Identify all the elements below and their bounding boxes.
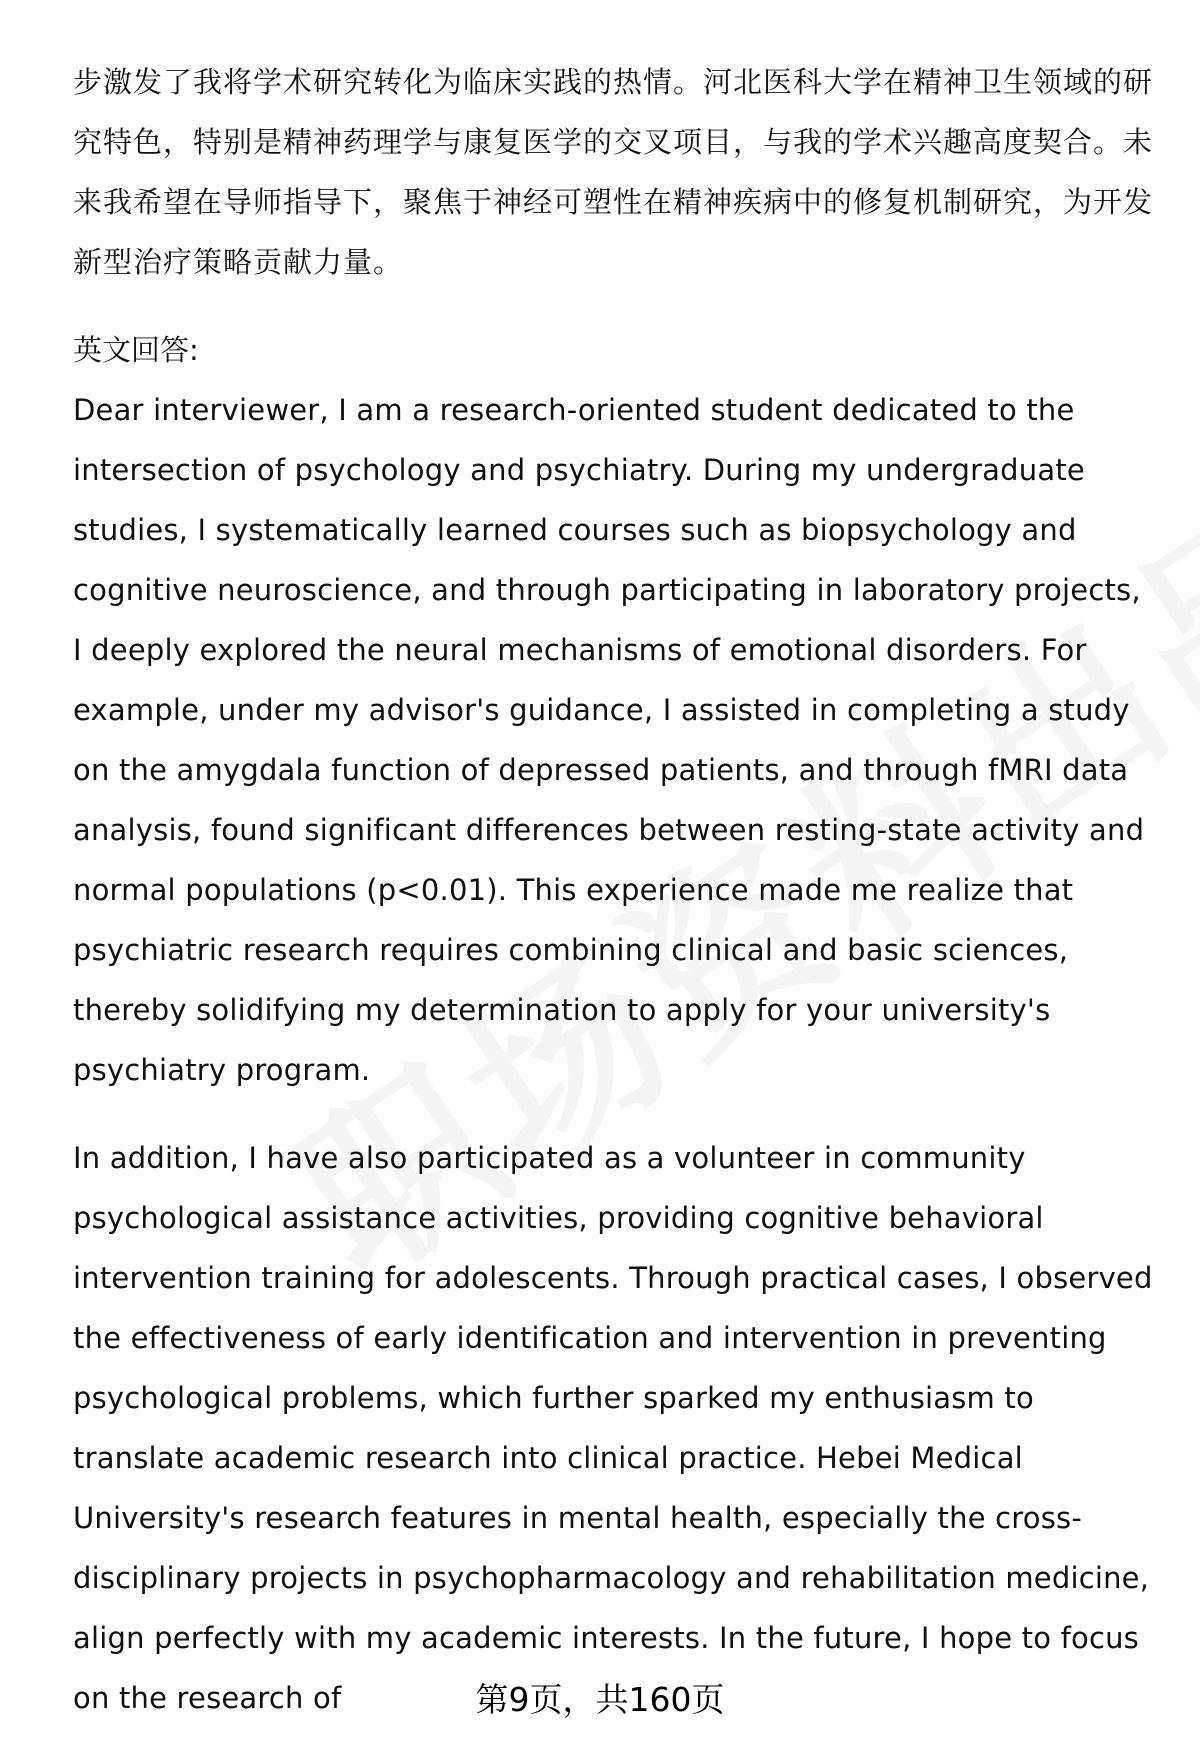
page-indicator: 第9页，共160页	[475, 1680, 725, 1719]
english-paragraph-2: In addition, I have also participated as a volunteer in community psychological assistance activities, providing cognitive behavioral intervention training for adolescents. Through practical cases, I observed the effectiveness of early identification and intervention in preventing psychological problems, which further sparked my enthusiasm to translate academic research into clinical practice. Hebei Medical University's research features in mental health, especially the cross-disciplinary projects in psychopharmacology and rehabilitation medicine, align perfectly with my academic interests. In the future, I hope to focus on the research of	[73, 1141, 1153, 1715]
english-answer-label: 英文回答:	[73, 333, 199, 367]
english-paragraph-1: Dear interviewer, I am a research-oriented student dedicated to the intersection of psychology and psychiatry. During my undergraduate studies, I systematically learned courses such as biopsychology and cognitive neuroscience, and through participating in laboratory projects, I deeply explored the neural mechanisms of emotional disorders. For example, under my advisor's guidance, I assisted in completing a study on the amygdala function of depressed patients, and through fMRI data analysis, found significant differences between resting-state activity and normal populations (p<0.01). This experience made me realize that psychiatric research requires combining clinical and basic sciences, thereby solidifying my determination to apply for your university's psychiatry program.	[73, 393, 1145, 1087]
paragraph-spacer	[73, 1100, 1153, 1128]
paragraph-spacer	[73, 292, 1153, 320]
chinese-paragraph: 步激发了我将学术研究转化为临床实践的热情。河北医科大学在精神卫生领域的研究特色，特别是精神药理学与康复医学的交叉项目，与我的学术兴趣高度契合。未来我希望在导师指导下，聚焦于神经可塑性在精神疾病中的修复机制研究，为开发新型治疗策略贡献力量。	[73, 65, 1154, 279]
page-content	[73, 52, 1153, 1728]
